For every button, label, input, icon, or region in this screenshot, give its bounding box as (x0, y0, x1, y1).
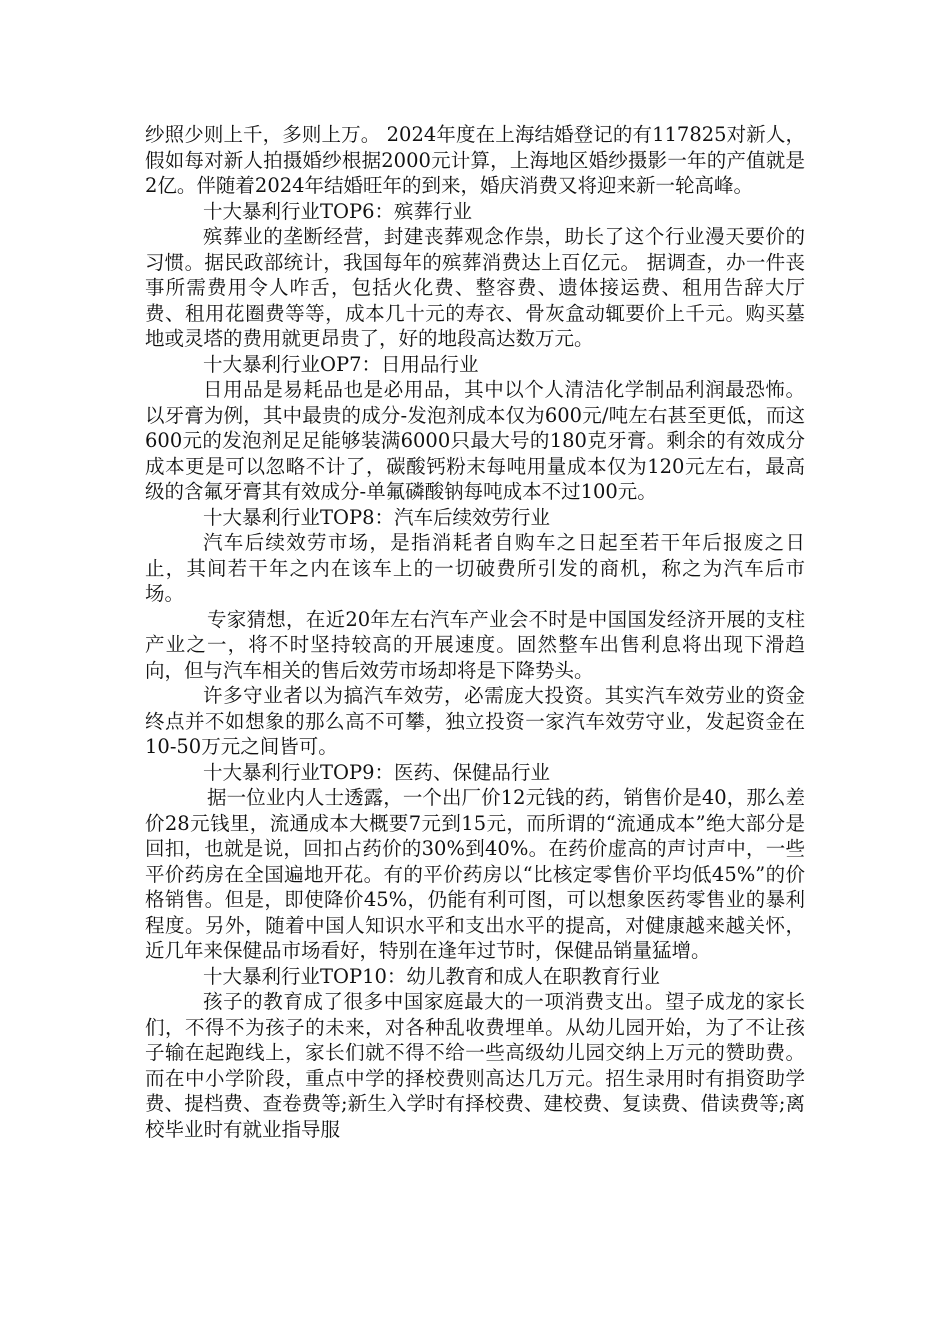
section-heading-top10: 十大暴利行业TOP10：幼儿教育和成人在职教育行业 (203, 964, 660, 988)
section-heading-top8: 十大暴利行业TOP8：汽车后续效劳行业 (203, 505, 551, 529)
paragraph-daily-goods: 日用品是易耗品也是必用品，其中以个人清洁化学制品利润最恐怖。以牙膏为例，其中最贵的成分-发泡剂成本仅为600元/吨左右甚至更低，而这600元的发泡剂足足能够装满6000只最大号的180克牙膏。剩余的有效成分成本更是可以忽略不计了，碳酸钙粉末每吨用量成本仅为120元左右，最高级的含氟牙膏其有效成分-单氟磷酸钠每吨成本不过100元。 (145, 378, 805, 503)
section-heading-top9: 十大暴利行业TOP9：医药、保健品行业 (203, 760, 551, 784)
paragraph-auto-aftermarket-intro: 汽车后续效劳市场，是指消耗者自购车之日起至若干年后报废之日止，其间若干年之内在该车上的一切破费所引发的商机，称之为汽车后市场。 (145, 531, 805, 605)
paragraph-funeral-industry: 殡葬业的垄断经营，封建丧葬观念作祟，助长了这个行业漫天要价的习惯。据民政部统计，我国每年的殡葬消费达上百亿元。 据调查，办一件丧事所需费用令人咋舌，包括火化费、整容费、遗体接运费、租用告辞大厅费、租用花圈费等等，成本几十元的寿衣、骨灰盒动辄要价上千元。购买墓地或灵塔的费用就更昂贵了，好的地段高达数万元。 (145, 225, 805, 350)
paragraph-medicine-health: 据一位业内人士透露，一个出厂价12元钱的药，销售价是40，那么差价28元钱里，流通成本大概要7元到15元，而所谓的“流通成本”绝大部分是回扣，也就是说，回扣占药价的30%到40%。在药价虚高的声讨声中，一些平价药房在全国遍地开花。有的平价药房以“比核定零售价平均低45%”的价格销售。但是，即使降价45%，仍能有利可图，可以想象医药零售业的暴利程度。另外，随着中国人知识水平和支出水平的提高，对健康越来越关怀，近几年来保健品市场看好，特别在逢年过节时，保健品销量猛增。 (145, 786, 805, 962)
paragraph-auto-aftermarket-investment: 许多守业者以为搞汽车效劳，必需庞大投资。其实汽车效劳业的资金终点并不如想象的那么高不可攀，独立投资一家汽车效劳守业，发起资金在10-50万元之间皆可。 (145, 684, 805, 758)
section-heading-top6: 十大暴利行业TOP6：殡葬行业 (203, 199, 473, 223)
document-page (145, 122, 805, 1142)
section-heading-top7: 十大暴利行业OP7：日用品行业 (203, 352, 479, 376)
paragraph-wedding-photography: 纱照少则上千，多则上万。 2024年度在上海结婚登记的有117825对新人，假如每对新人拍摄婚纱根据2000元计算，上海地区婚纱摄影一年的产值就是2亿。伴随着2024年结婚旺年的到来，婚庆消费又将迎来新一轮高峰。 (145, 123, 805, 197)
paragraph-auto-aftermarket-forecast: 专家猜想，在近20年左右汽车产业会不时是中国国发经济开展的支柱产业之一，将不时坚持较高的开展速度。固然整车出售利息将出现下滑趋向，但与汽车相关的售后效劳市场却将是下降势头。 (145, 607, 805, 682)
paragraph-education: 孩子的教育成了很多中国家庭最大的一项消费支出。望子成龙的家长们，不得不为孩子的未来，对各种乱收费埋单。从幼儿园开始，为了不让孩子输在起跑线上，家长们就不得不给一些高级幼儿园交纳上万元的赞助费。而在中小学阶段，重点中学的择校费则高达几万元。招生录用时有捐资助学费、提档费、查卷费等;新生入学时有择校费、建校费、复读费、借读费等;离校毕业时有就业指导服 (145, 990, 805, 1141)
